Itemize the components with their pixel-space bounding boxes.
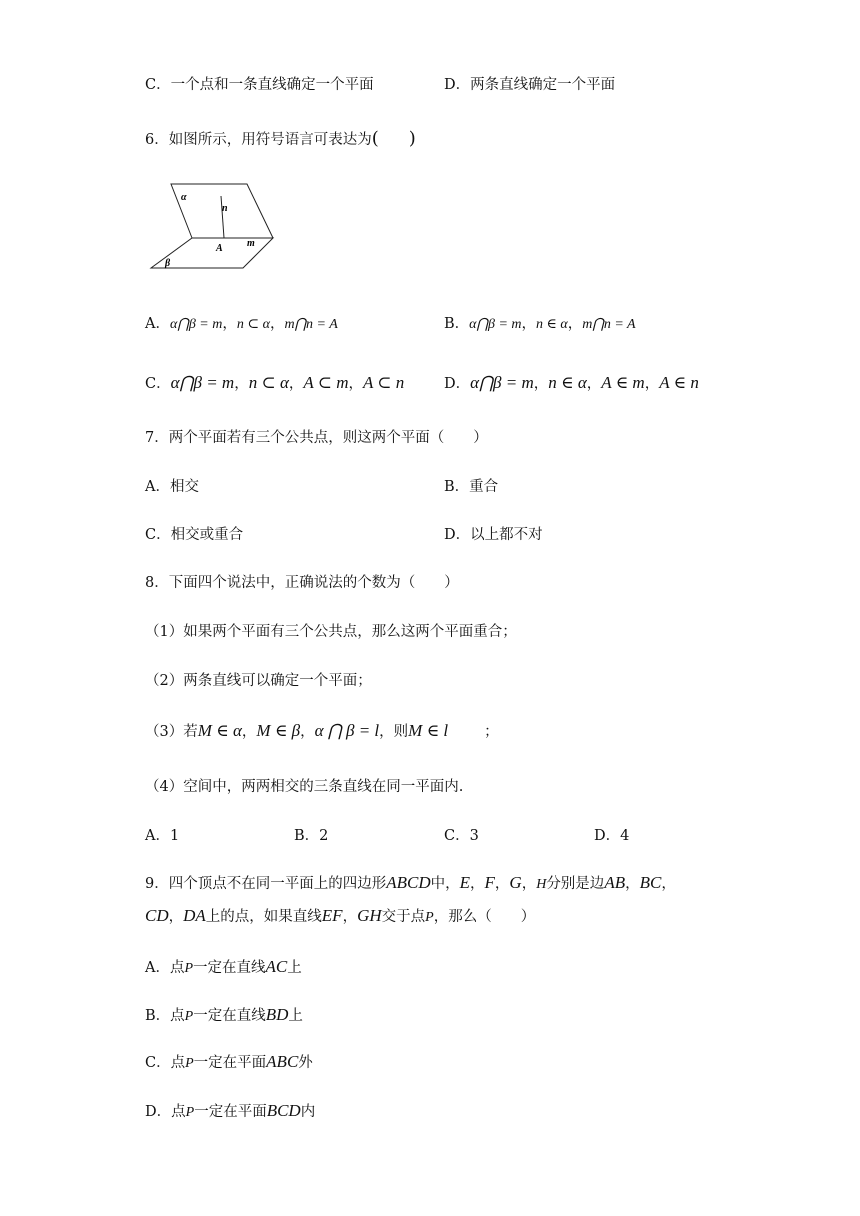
q9-var-gh: GH [357,906,382,925]
q9-text: 上 [287,960,302,976]
q9-var-ac: AC [265,957,288,976]
q5-option-d: D．两条直线确定一个平面 [444,77,616,93]
label-beta: β [165,258,171,269]
q8-s3-prefix: （3）若 [145,724,198,740]
q9-text: 上 [288,1008,303,1024]
label-n: n [222,203,228,214]
q9-stem-line2 [145,905,535,926]
q9-text: C．点 [145,1055,186,1071]
q6-option-d-expr1: α⋂β = m [470,373,534,392]
q8-option-a: A．1 [145,828,180,844]
q6-stem [145,128,416,149]
q9-text: 分别是边 [546,876,605,892]
q9-option-d [145,1100,315,1121]
q9-var-bcd: BCD [266,1101,301,1120]
sep: ， [222,316,237,332]
q8-s3-expr-a: M ∈ α [197,721,242,740]
label-m: m [247,238,255,249]
sep: ， [234,376,249,392]
q9-text: A．点 [145,960,185,976]
q9-option-b [145,1004,303,1025]
q6-paren-close: ) [408,128,416,149]
q9-text: ，那么（ ） [433,909,536,925]
sep: ， [269,316,285,332]
q9-text: ， [342,909,358,925]
q8-statement-4: （4）空间中，两两相交的三条直线在同一平面内. [145,779,464,795]
q6-option-c-expr3: A ⊂ m [303,373,349,392]
q8-s3-expr-c: α ⋂ β = l [314,721,380,740]
q8-statement-2: （2）两条直线可以确定一个平面； [145,673,372,689]
q6-option-b-prefix: B． [444,316,470,332]
q9-var-bc: BC [639,873,662,892]
q8-option-d: D．4 [594,828,630,844]
q6-option-d-prefix: D． [444,376,471,392]
q6-option-b-expr3: m⋂n = A [582,317,636,332]
sep: ， [644,376,660,392]
q9-text: 外 [298,1055,313,1071]
q8-s3-expr-b: M ∈ β [256,721,301,740]
sep: ， [521,316,537,332]
q9-var-ab: AB [604,873,626,892]
sep: ， [288,376,304,392]
q9-text: ， [494,876,510,892]
q6-option-a-expr3: m⋂n = A [284,317,338,332]
q9-text: ， [625,876,640,892]
q9-var-bd: BD [265,1005,289,1024]
q7-option-d: D．以上都不对 [444,527,543,543]
q8-statement-1: （1）如果两个平面有三个公共点，那么这两个平面重合； [145,624,517,640]
q9-text: 上的点，如果直线 [205,909,322,925]
q8-option-c: C．3 [444,828,479,844]
sep: ， [300,724,315,740]
q9-text: 一定在平面 [193,1055,267,1071]
q6-option-c-prefix: C． [145,376,171,392]
q9-text: B．点 [145,1008,185,1024]
q9-text: ， [168,909,184,925]
q6-option-c [145,372,404,393]
q6-option-a [145,312,338,333]
q6-option-d-expr2: n ∈ α [548,373,587,392]
q9-var-f: F [484,873,495,892]
q9-text: 一定在直线 [193,960,266,976]
q9-option-a [145,956,302,977]
q9-text: 9．四个顶点不在同一平面上的四边形 [145,876,387,892]
q5-option-c: C．一个点和一条直线确定一个平面 [145,77,374,93]
q9-option-c [145,1051,313,1072]
q9-var-e: E [459,873,471,892]
q9-var-da: DA [183,906,206,925]
q6-option-b-expr1: α⋂β = m [469,317,522,332]
q6-option-c-expr2: n ⊂ α [248,373,289,392]
q7-option-a: A．相交 [145,479,199,495]
q9-var-h: H [536,877,547,892]
q9-stem-line1 [145,872,676,893]
q9-text: 交于点 [381,909,426,925]
label-alpha: α [181,192,187,203]
q6-option-c-expr4: A ⊂ n [362,373,405,392]
sep: ， [586,376,602,392]
q7-stem: 7．两个平面若有三个公共点，则这两个平面（ ） [145,430,488,446]
q6-option-d [444,372,699,393]
q9-var-p: P [185,1105,195,1120]
q9-var-ef: EF [321,906,343,925]
q8-stem: 8．下面四个说法中，正确说法的个数为（ ） [145,575,459,591]
q9-text: 一定在平面 [194,1104,267,1120]
q9-var-cd: CD [145,906,169,925]
q7-option-b: B．重合 [444,479,499,495]
q9-text: 一定在直线 [193,1008,266,1024]
q9-var-p: P [185,1056,194,1071]
q9-var-p: P [425,910,434,925]
q9-text: 中， [430,876,460,892]
label-a: A [216,243,223,254]
q9-text: ， [470,876,485,892]
sep: ， [348,376,363,392]
q8-statement-3 [145,720,499,741]
q9-var-p: P [184,961,194,976]
q6-stem-text: 6．如图所示，用符号语言可表达为 [145,132,372,148]
q9-text: 内 [300,1104,316,1120]
q6-paren-open: ( [371,128,379,149]
q9-text: ， [521,876,537,892]
q6-option-d-expr3: A ∈ m [601,373,645,392]
q6-option-d-expr4: A ∈ n [659,373,699,392]
q9-var-abc: ABC [266,1052,299,1071]
q8-option-b: B．2 [294,828,329,844]
sep: ，则 [379,724,409,740]
q6-option-a-prefix: A． [145,316,170,332]
q6-option-a-expr2: n ⊂ α [236,317,270,332]
q9-var-p: P [184,1009,194,1024]
q6-option-b-expr2: n ∈ α [536,317,568,332]
q8-s3-end: ； [484,724,499,740]
q6-option-b [444,312,636,333]
q9-var-abcd: ABCD [386,873,431,892]
q7-option-c: C．相交或重合 [145,527,244,543]
q6-option-c-expr1: α⋂β = m [170,373,235,392]
sep: ， [567,316,583,332]
q9-text: D．点 [145,1104,186,1120]
sep: ， [533,376,549,392]
sep: ， [241,724,257,740]
q9-var-g: G [509,873,522,892]
q8-s3-expr-d: M ∈ l [408,721,449,740]
q6-option-a-expr1: α⋂β = m [169,317,223,332]
q6-figure [145,178,277,274]
q9-text: ， [661,876,676,892]
